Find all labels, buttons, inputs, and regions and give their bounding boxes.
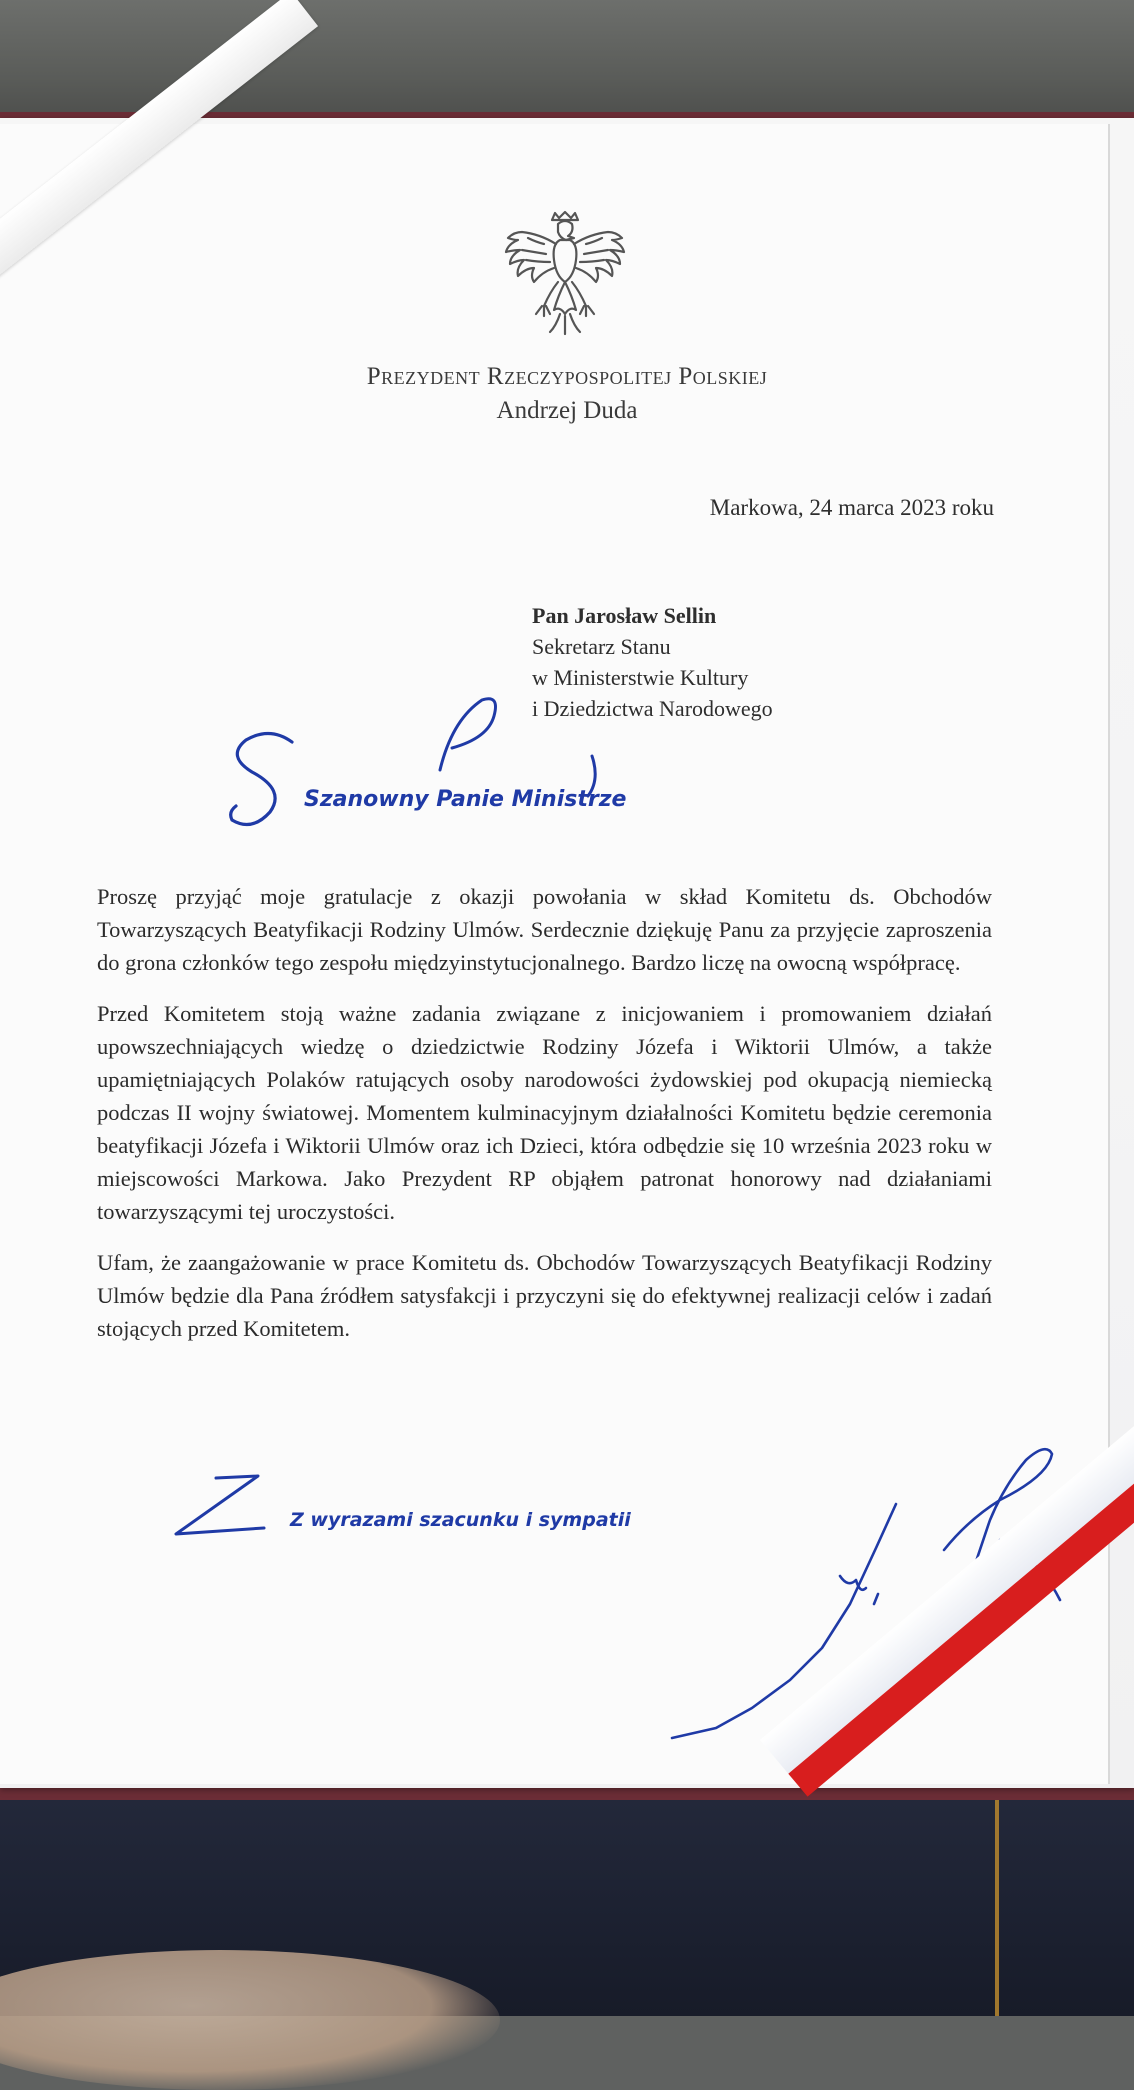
recipient-line-3: i Dziedzictwa Narodowego xyxy=(532,696,773,721)
recipient-line-2: w Ministerstwie Kultury xyxy=(532,665,749,690)
salutation-text: Szanowny Panie Ministrze xyxy=(304,787,627,812)
paragraph-2: Przed Komitetem stoją ważne zadania związane z inicjowaniem i promowaniem działań upowszechniających wiedzę o dziedzictwie Rodziny Józefa i Wiktorii Ulmów, a także upamiętniających Polaków ratujących osoby narodowości żydowskiej pod okupacją niemiecką podczas II wojny światowej. Momentem kulminacyjnym działalności Komitetu będzie ceremonia beatyfikacji Józefa i Wiktorii Ulmów oraz ich Dzieci, która odbędzie się 10 września 2023 roku w miejscowości Markowa. Jako Prezydent RP objąłem patronat honorowy nad działaniami towarzyszącymi tej uroczystości. xyxy=(97,1001,992,1224)
letterhead xyxy=(0,360,1134,428)
eagle-emblem-icon xyxy=(500,210,630,340)
background-bottom xyxy=(0,1800,1134,2016)
date-line: Markowa, 24 marca 2023 roku xyxy=(709,495,994,520)
recipient-line-1: Sekretarz Stanu xyxy=(532,634,671,659)
office-title: Prezydent Rzeczypospolitej Polskiej xyxy=(366,363,768,390)
paragraph-1: Proszę przyjąć moje gratulacje z okazji powołania w skład Komitetu ds. Obchodów Towarzyszących Beatyfikacji Rodziny Ulmów. Serdecznie dziękuję Panu za przyjęcie zaproszenia do grona członków tego zespołu międzyinstytucjonalnego. Bardzo liczę na owocną współpracę. xyxy=(97,884,992,975)
recipient-block xyxy=(532,600,773,724)
thread xyxy=(995,1800,999,2016)
president-name: Andrzej Duda xyxy=(496,397,638,424)
recipient-name: Pan Jarosław Sellin xyxy=(532,603,717,628)
paragraph-3: Ufam, że zaangażowanie w prace Komitetu ds. Obchodów Towarzyszących Beatyfikacji Rodziny Ulmów będzie dla Pana źródłem satysfakcji i przyczyni się do efektywnej realizacji celów i zadań stojących przed Komitetem. xyxy=(97,1250,992,1341)
sleeve xyxy=(0,1950,500,2090)
letter-body xyxy=(97,880,992,1363)
closing-text: Z wyrazami szacunku i sympatii xyxy=(290,1509,631,1531)
